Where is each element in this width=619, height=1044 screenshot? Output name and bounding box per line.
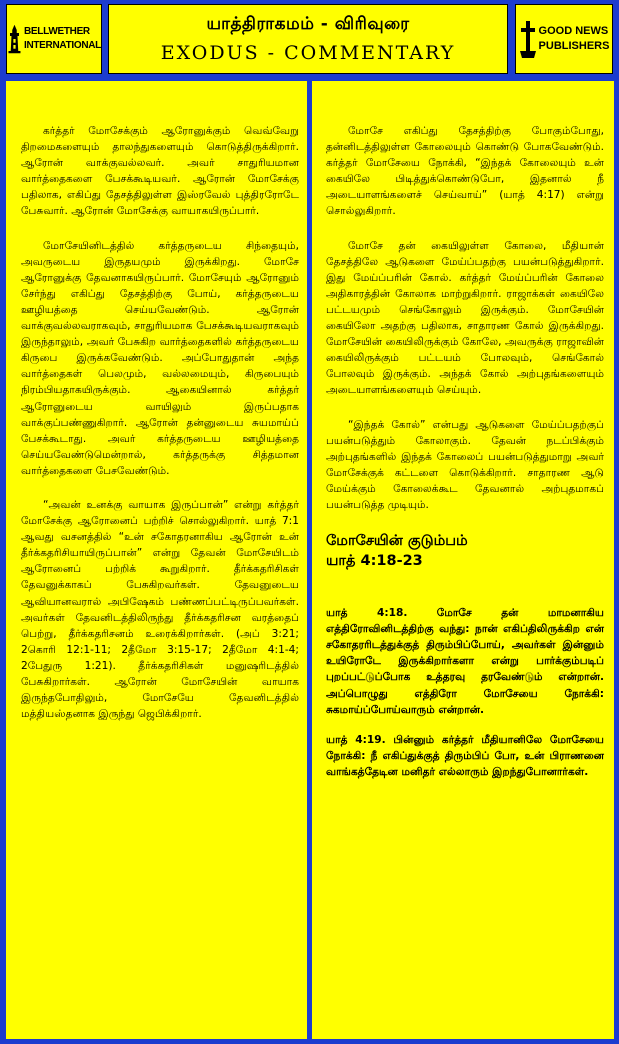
left-column bbox=[6, 81, 307, 1039]
good-news-name: GOOD NEWS bbox=[538, 25, 609, 37]
good-news-publishers-icon bbox=[519, 19, 537, 59]
paragraph: “இந்தக் கோல்” என்பது ஆடுகளை மேய்ப்பதற்குப் பயன்படுத்தும் கோலாகும். தேவன் நடப்பிக்கும் அற்புதங்களில் இந்தக் கோலைப் பயன்படுத்துமாறு அவர் மோசேக்குக் கட்டளை கொடுக்கிறார். சாதாரண ஆடு மேய்க்கும் கோலைக்கூட தேவனால் அற்புதமாகப் பயன்படுத்த முடியும். bbox=[326, 418, 604, 511]
paragraph: கர்த்தர் மோசேக்கும் ஆரோனுக்கும் வெவ்வேறு திறமைகளையும் தாலந்துகளையும் கொடுத்திருக்கிறார். ஆரோன் வாக்குவல்லவர். அவர் சாதுரியமான வார்த்தைகளை பேசக்கூடியவர். ஆரோன் மோசேக்கு பதிலாக, எகிப்து தேசத்திலுள்ள இஸ்ரவேல் புத்திரரோடே பேசுவார். ஆரோன் மோசேக்கு வாயாகயிருப்பார். bbox=[21, 125, 299, 218]
good-news-logo bbox=[515, 4, 613, 74]
page-header bbox=[108, 4, 508, 74]
section-heading-reference: யாத் 4:18-23 bbox=[326, 553, 423, 570]
bellwether-tower-icon bbox=[7, 19, 22, 59]
paragraph: மோசே எகிப்து தேசத்திற்கு போகும்போது, தன்னிடத்திலுள்ள கோலையும் கொண்டு போகவேண்டும். கர்த்தர் மோசேயை நோக்கி, “இந்தக் கோலையும் உன் கையிலே பிடித்துக்கொண்டுபோ, இதனால் நீ அடையாளங்களைச் செய்வாய்” (யாத் 4:17) என்று சொல்லுகிறார். bbox=[326, 125, 604, 218]
bellwether-subtitle: INTERNATIONAL bbox=[23, 40, 101, 51]
paragraph: மோசே தன் கையிலுள்ள கோலை, மீதியான் தேசத்திலே ஆடுகளை மேய்ப்பதற்கு பயன்படுத்துகிறார். இது மேய்ப்பரின் கோல். கர்த்தர் மேய்ப்பரின் கோலை அதிகாரத்தின் கோலாக மாற்றுகிறார். ராஜாக்கள் கையிலே பட்டயமும் செங்கோலும் இருக்கும். மோசேயின் கையிலோ அதற்கு பதிலாக, சாதாரண கோல் இருக்கிறது. மோசேயின் கையிலிருக்கும் கோலே, அவருக்கு ராஜாவின் கையிலிருக்கும் பட்டயம் போலவும், செங்கோல் போலவும் இருக்கும். அந்தக் கோல் அற்புதங்களையும் அடையாளங்களையும் செய்யும். bbox=[326, 239, 604, 397]
bellwether-logo bbox=[6, 4, 102, 74]
good-news-subtitle: PUBLISHERS bbox=[538, 40, 610, 52]
verse-text: யாத் 4:19. பின்னும் கர்த்தர் மீதியானிலே மோசேயை நோக்கி: நீ எகிப்துக்குத் திரும்பிப் போ, உன் பிராணனை வாங்கத்தேடின மனிதர் எல்லாரும் இறந்துபோனார்கள். bbox=[326, 733, 604, 778]
paragraph: மோசேயினிடத்தில் கர்த்தருடைய சிந்தையும், அவருடைய இருதயமும் இருக்கிறது. மோசே ஆரோனுக்கு தேவனாகயிருப்பார். மோசேயும் ஆரோனும் சேர்ந்து எகிப்து தேசத்திற்கு போய், கர்த்தருடைய ஊழியத்தை செய்யவேண்டும். ஆரோன் வாக்குவல்லவராகவும், சாதுரியமாக பேசக்கூடியவராகவும் இருந்தாலும், அவர் பேசுகிற வார்த்தைகளில் கர்த்தருடைய கிருபை இருக்கவேண்டும். அப்போதுதான் அந்த வார்த்தைகள் பெலமும், வல்லமையும், கிருபையும் நிரம்பியதாகயிருக்கும். ஆகையினால் கர்த்தர் ஆரோனுடைய வாயிலும் இருப்பதாக வாக்குப்பண்ணுகிறார். ஆரோன் தன்னுடைய சுயமாய்ப் பேசக்கூடாது. அவர் கர்த்தருடைய ஊழியத்தை செய்யவேண்டுமென்றால், கர்த்தருக்கு சித்தமான வார்த்தைகளை பேசவேண்டும். bbox=[21, 239, 299, 477]
paragraph: “அவன் உனக்கு வாயாக இருப்பான்” என்று கர்த்தர் மோசேக்கு ஆரோனைப் பற்றிச் சொல்லுகிறார். யாத் 7:1 ஆவது வசனத்தில் “உன் சகோதரனாகிய ஆரோன் உன் தீர்க்கதரிசியாயிருப்பான்” என்று தேவன் மோசேயிடம் ஆரோனைப் பற்றிக் கூறுகிறார். தீர்க்கதரிசிகள் தேவனுக்காகப் பேசுகிறவர்கள். தேவனுடைய ஆவியானவரால் அபிஷேகம் பண்ணப்பட்டிருப்பவர்கள். அவர்கள் தேவனிடத்திலிருந்து தீர்க்கதரிசன வரத்தைப் பெற்று, தீர்க்கதரிசனம் உரைக்கிறார்கள். (அப் 3:21; 2கொரி 12:1-11; 2தீமோ 3:15-17; 2தீமோ 4:1-4; 2பேதுரு 1:21). தீர்க்கதரிசிகள் மனுஷரிடத்தில் பேசுகிறார்கள். ஆரோன் மோசேயின் வாயாக இருந்தபோதிலும், மோசேயே தேவனிடத்தில் மத்தியஸ்தனாக இருந்து ஜெபிக்கிறார். bbox=[21, 498, 299, 721]
page-title-tamil: யாத்திராகமம் - விரிவுரை bbox=[206, 14, 410, 34]
right-column bbox=[312, 81, 614, 1039]
verse-text: யாத் 4:18. மோசே தன் மாமனாகிய எத்திரோவினிடத்திற்கு வந்து: நான் எகிப்திலிருக்கிற என் சகோதரரிடத்துக்குத் திரும்பிப்போய், அவர்கள் இன்னும் உயிரோடே இருக்கிறார்களா என்று பார்க்கும்படிப் புறப்பட்டுப்போக உத்தரவு தரவேண்டும் என்றான். அப்பொழுது எத்திரோ மோசேயை நோக்கி: சுகமாய்ப்போய்வாரும் என்றான். bbox=[326, 607, 604, 716]
page-title-english: EXODUS - COMMENTARY bbox=[160, 42, 456, 64]
section-heading bbox=[326, 531, 604, 571]
section-heading-title: மோசேயின் குடும்பம் bbox=[326, 533, 468, 550]
bellwether-name: BELLWETHER bbox=[23, 26, 90, 37]
